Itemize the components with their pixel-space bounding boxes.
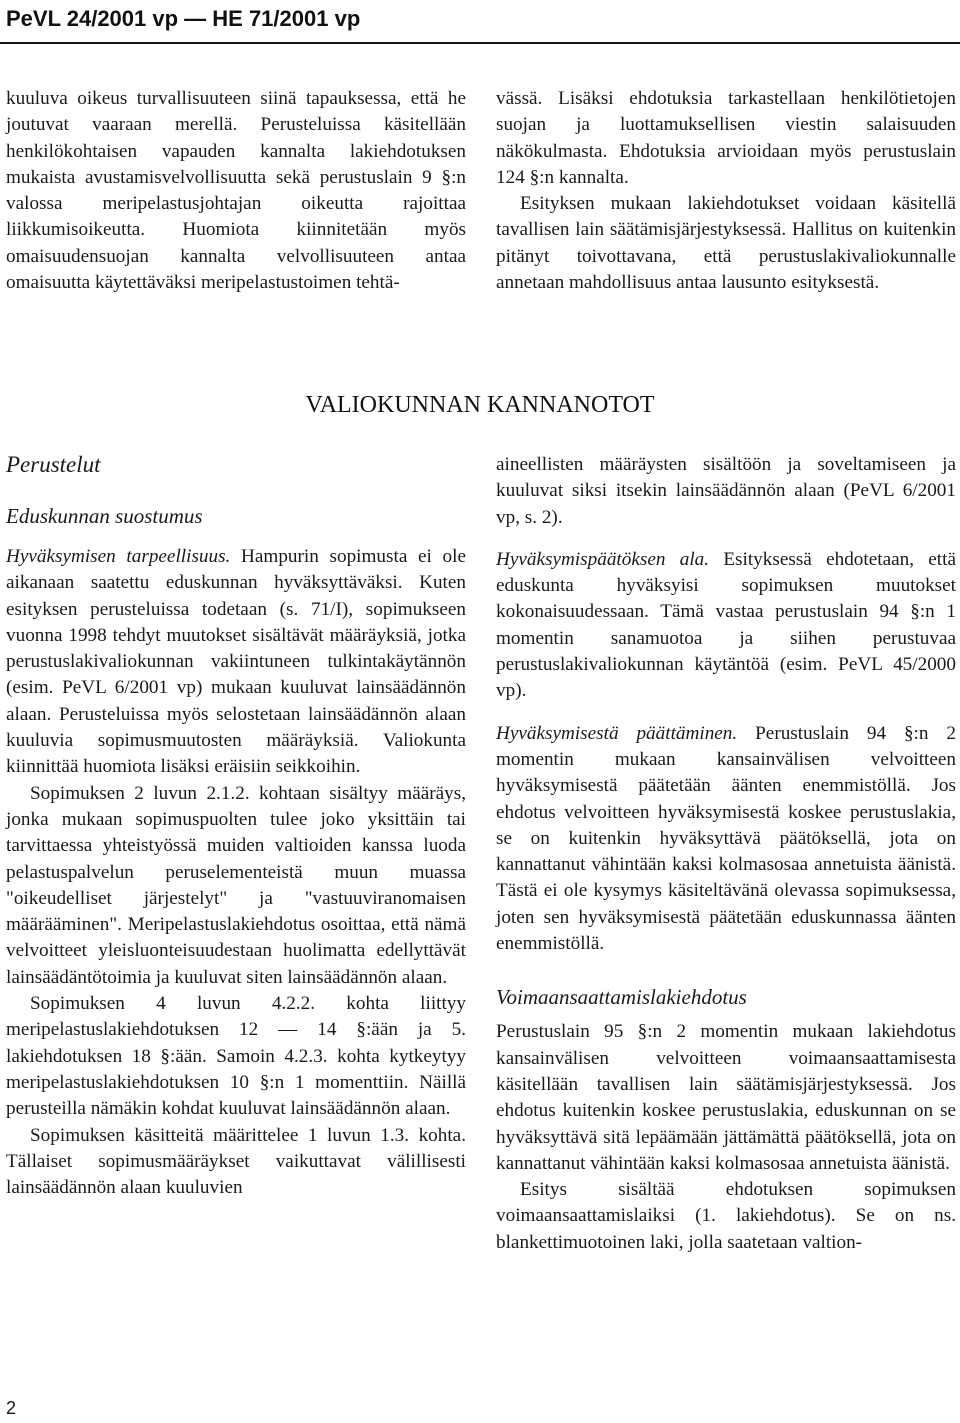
- paragraph: [6, 544, 466, 781]
- paragraph: Esityksen mukaan lakiehdotukset voidaan käsitellä tavallisen lain säätämisjärjestyksessä. Hallitus on kuitenkin pitänyt toivottavana, että perustuslakivaliokunnalle annetaan mahdollisuus antaa lausunto esityksestä.: [496, 193, 956, 294]
- paragraph: aineellisten määräysten sisältöön ja soveltamiseen ja kuuluvat siksi itsekin lainsäädännön alaan (PeVL 6/2001 vp, s. 2).: [496, 454, 956, 528]
- run-in-heading: Hyväksymispäätöksen ala.: [496, 548, 710, 570]
- paragraph: vässä. Lisäksi ehdotuksia tarkastellaan henkilötietojen suojan ja luottamuksellisen viestin salaisuuden näkökulmasta. Ehdotuksia arvioidaan myös perustuslain 124 §:n kannalta.: [496, 88, 956, 188]
- paragraph-text: Esityksessä ehdotetaan, että eduskunta hyväksyisi sopimuksen muutokset kokonaisuudessaan. Tämä vastaa perustuslain 94 §:n 1 momentin sanamuotoa ja siihen perustuvaa perustuslakivaliokunnan käytäntöä (esim. PeVL 45/2000 vp).: [496, 548, 956, 702]
- heading-eduskunnan-suostumus: Eduskunnan suostumus: [6, 504, 203, 528]
- paragraph: Sopimuksen käsitteitä määrittelee 1 luvun 1.3. kohta. Tällaiset sopimusmääräykset vaikuttavat välillisesti lainsäädännön alaan kuuluvien: [6, 1124, 466, 1199]
- heading-voimaansaattamislakiehdotus: Voimaansaattamislakiehdotus: [496, 985, 747, 1010]
- page-header: [0, 0, 960, 44]
- paragraph-text: Perustuslain 94 §:n 2 momentin mukaan kansainvälisen velvoitteen hyväksymisestä päätetään äänten enemmistöllä. Jos ehdotus velvoitteen hyväksymisestä koskee perustuslakia, se on kuitenkin hyväksyttävä päätöksellä, jota on kannattanut vähintään kaksi kolmasosaa annetuista äänistä. Tästä ei ole kysymys käsiteltävänä olevassa sopimuksessa, joten sen hyväksymisestä päätetään eduskunnassa äänten enemmistöllä.: [496, 722, 956, 955]
- top-left-column: [6, 86, 466, 296]
- paragraph: Sopimuksen 4 luvun 4.2.2. kohta liittyy meripelastuslakiehdotuksen 12 — 14 §:ään ja 5. lakiehdotuksen 18 §:ään. Samoin 4.2.3. kohta kytkeytyy meripelastuslakiehdotuksen 10 §:n 1 momenttiin. Näillä perusteilla nämäkin kohdat kuuluvat lainsäädännön alaan.: [6, 993, 466, 1120]
- paragraph: Esitys sisältää ehdotuksen sopimuksen voimaansaattamislaiksi (1. lakiehdotus). Se on ns. blankettimuotoinen laki, jolla saatetaan valtion-: [496, 1179, 956, 1253]
- run-in-heading: Hyväksymisen tarpeellisuus.: [6, 546, 231, 567]
- right-column: [496, 452, 956, 1256]
- heading-perustelut: Perustelut: [6, 452, 101, 477]
- document-reference: PeVL 24/2001 vp — HE 71/2001 vp: [6, 6, 361, 31]
- top-right-column: [496, 86, 956, 296]
- section-title: VALIOKUNNAN KANNANOTOT: [305, 392, 655, 418]
- run-in-heading: Hyväksymisestä päättäminen.: [496, 722, 738, 744]
- paragraph: kuuluva oikeus turvallisuuteen siinä tapauksessa, että he joutuvat vaaraan merellä. Perusteluissa käsitellään henkilökohtaisen vapauden kannalta lakiehdotuksen mukaista avustamisvelvollisuutta sekä perustuslain 9 §:n valossa meripelastusjohtajan oikeutta rajoittaa liikkumisoikeutta. Huomiota kiinnitetään myös omaisuudensuojan kannalta velvollisuuteen antaa omaisuutta käytettäväksi meripelastustoimen tehtä-: [6, 88, 466, 294]
- paragraph: [496, 547, 956, 705]
- paragraph: [496, 721, 956, 958]
- paragraph: Perustuslain 95 §:n 2 momentin mukaan lakiehdotus kansainvälisen velvoitteen voimaansaattamisesta käsitellään tavallisen lain säätämisjärjestyksessä. Jos ehdotus kuitenkin koskee perustuslakia, eduskunnan on se hyväksyttävä sitä lepäämään jättämättä päätöksellä, jota on kannattanut vähintään kaksi kolmasosaa annetuista äänistä.: [496, 1021, 956, 1174]
- left-column: [6, 450, 466, 1201]
- page-number: 2: [6, 1398, 17, 1418]
- paragraph: Sopimuksen 2 luvun 2.1.2. kohtaan sisältyy määräys, jonka mukaan sopimuspuolten tulee joko yksittäin tai tarvittaessa yhteistyössä muiden valtioiden kanssa luoda pelastuspalvelun peruselementeistä muun muassa "oikeudelliset järjestelyt" ja "vastuuviranomaisen määrääminen". Meripelastuslakiehdotus osoittaa, että nämä velvoitteet yleisluonteisuudestaan huolimatta edellyttävät lainsäädäntötoimia ja kuuluvat siten lainsäädännön alaan.: [6, 782, 466, 988]
- paragraph-text: Hampurin sopimusta ei ole aikanaan saatettu eduskunnan hyväksyttäväksi. Kuten esityksen perusteluissa todetaan (s. 71/I), sopimukseen vuonna 1998 tehdyt muutokset sisältävät määräyksiä, jotka perustuslakivaliokunnan vakiintuneen tulkintakäytännön (esim. PeVL 6/2001 vp) mukaan kuuluvat lainsäädännön alaan. Perusteluissa myös selostetaan lainsäädännön alaan kuuluvia sopimusmuutosten määräyksiä. Valiokunta kiinnittää huomiota lisäksi eräisiin seikkoihin.: [6, 546, 466, 778]
